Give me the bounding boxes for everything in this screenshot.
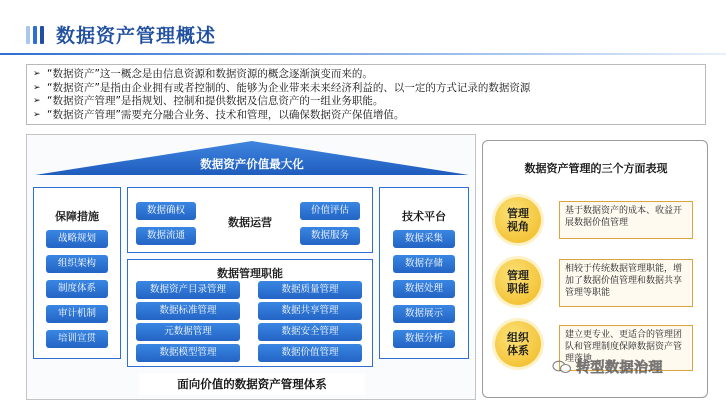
management-chip: 数据标准管理 xyxy=(136,302,240,320)
aspect-label: 职能 xyxy=(507,282,529,295)
management-panel xyxy=(127,259,373,367)
aspect-description: 相较于传统数据管理职能，增加了数据价值管理和数据共享管理等职能 xyxy=(559,259,693,307)
management-chip: 数据质量管理 xyxy=(258,281,362,299)
intro-item xyxy=(33,95,699,109)
tech-chip: 数据处理 xyxy=(393,280,455,298)
management-chip: 元数据管理 xyxy=(136,323,240,341)
guarantee-title: 保障措施 xyxy=(55,210,99,223)
intro-text: “数据资产管理”需要充分融合业务、技术和管理，以确保数据资产保值增值。 xyxy=(47,108,405,121)
management-chip: 数据安全管理 xyxy=(258,323,362,341)
operation-chip: 数据确权 xyxy=(136,202,196,220)
tech-chip: 数据分析 xyxy=(393,330,455,348)
guarantee-panel xyxy=(33,187,121,359)
watermark-text: 转型数据治理 xyxy=(576,360,663,376)
bullet-arrow-icon: ➢ xyxy=(33,109,41,120)
management-chip: 数据资产目录管理 xyxy=(136,281,240,299)
operation-panel xyxy=(127,187,373,253)
tech-panel xyxy=(379,187,469,359)
intro-item xyxy=(33,109,699,123)
aspect-label: 管理 xyxy=(507,269,529,282)
intro-box xyxy=(26,64,706,125)
operation-title: 数据运营 xyxy=(228,216,272,229)
bullet-arrow-icon: ➢ xyxy=(33,82,41,93)
aspect-badge xyxy=(495,197,541,243)
title-decoration-icon xyxy=(26,26,44,44)
tech-title: 技术平台 xyxy=(402,210,446,223)
watermark xyxy=(552,357,663,377)
management-chip: 数据价值管理 xyxy=(258,344,362,362)
wechat-icon xyxy=(552,360,572,374)
aspect-description: 建立更专业、更适合的管理团队和管理制度保障数据资产管理落地 xyxy=(559,325,693,371)
tech-chip: 数据存储 xyxy=(393,255,455,273)
operation-chip: 数据服务 xyxy=(300,227,360,245)
aspect-badge xyxy=(495,259,541,305)
management-title: 数据管理职能 xyxy=(217,267,283,280)
management-chip: 数据共享管理 xyxy=(258,302,362,320)
bullet-arrow-icon: ➢ xyxy=(33,69,41,80)
aspect-description: 基于数据资产的成本、收益开展数据价值管理 xyxy=(559,201,693,239)
management-chip: 数据模型管理 xyxy=(136,344,240,362)
aspects-title: 数据资产管理的三个方面表现 xyxy=(524,162,668,175)
guarantee-chip: 审计机制 xyxy=(46,305,108,323)
operation-chip: 数据流通 xyxy=(136,227,196,245)
aspect-label: 体系 xyxy=(507,344,529,357)
guarantee-chip: 战略规划 xyxy=(46,230,108,248)
asset-management-framework xyxy=(26,134,476,400)
roof-title: 数据资产价值最大化 xyxy=(200,157,304,171)
aspect-label: 组织 xyxy=(507,331,529,344)
framework-footer: 面向价值的数据资产管理体系 xyxy=(139,373,365,395)
page-title: 数据资产管理概述 xyxy=(56,25,217,47)
intro-item xyxy=(33,68,699,82)
aspect-label: 管理 xyxy=(507,207,529,220)
page-header xyxy=(0,0,726,60)
bullet-arrow-icon: ➢ xyxy=(33,96,41,107)
intro-text: “数据资产”是指由企业拥有或者控制的、能够为企业带来未来经济利益的、以一定的方式记录的数据资源 xyxy=(47,81,531,94)
intro-text: “数据资产”这一概念是由信息资源和数据资源的概念逐渐演变而来的。 xyxy=(47,68,373,81)
operation-chip: 价值评估 xyxy=(300,202,360,220)
aspect-label: 视角 xyxy=(507,220,529,233)
guarantee-chip: 制度体系 xyxy=(46,280,108,298)
aspect-badge xyxy=(495,321,541,367)
intro-item xyxy=(33,82,699,96)
tech-chip: 数据采集 xyxy=(393,230,455,248)
guarantee-chip: 组织架构 xyxy=(46,255,108,273)
tech-chip: 数据展示 xyxy=(393,305,455,323)
guarantee-chip: 培训宣贯 xyxy=(46,330,108,348)
header-divider xyxy=(0,53,726,55)
intro-text: “数据资产管理”是指规划、控制和提供数据及信息资产的一组业务职能。 xyxy=(47,95,384,108)
